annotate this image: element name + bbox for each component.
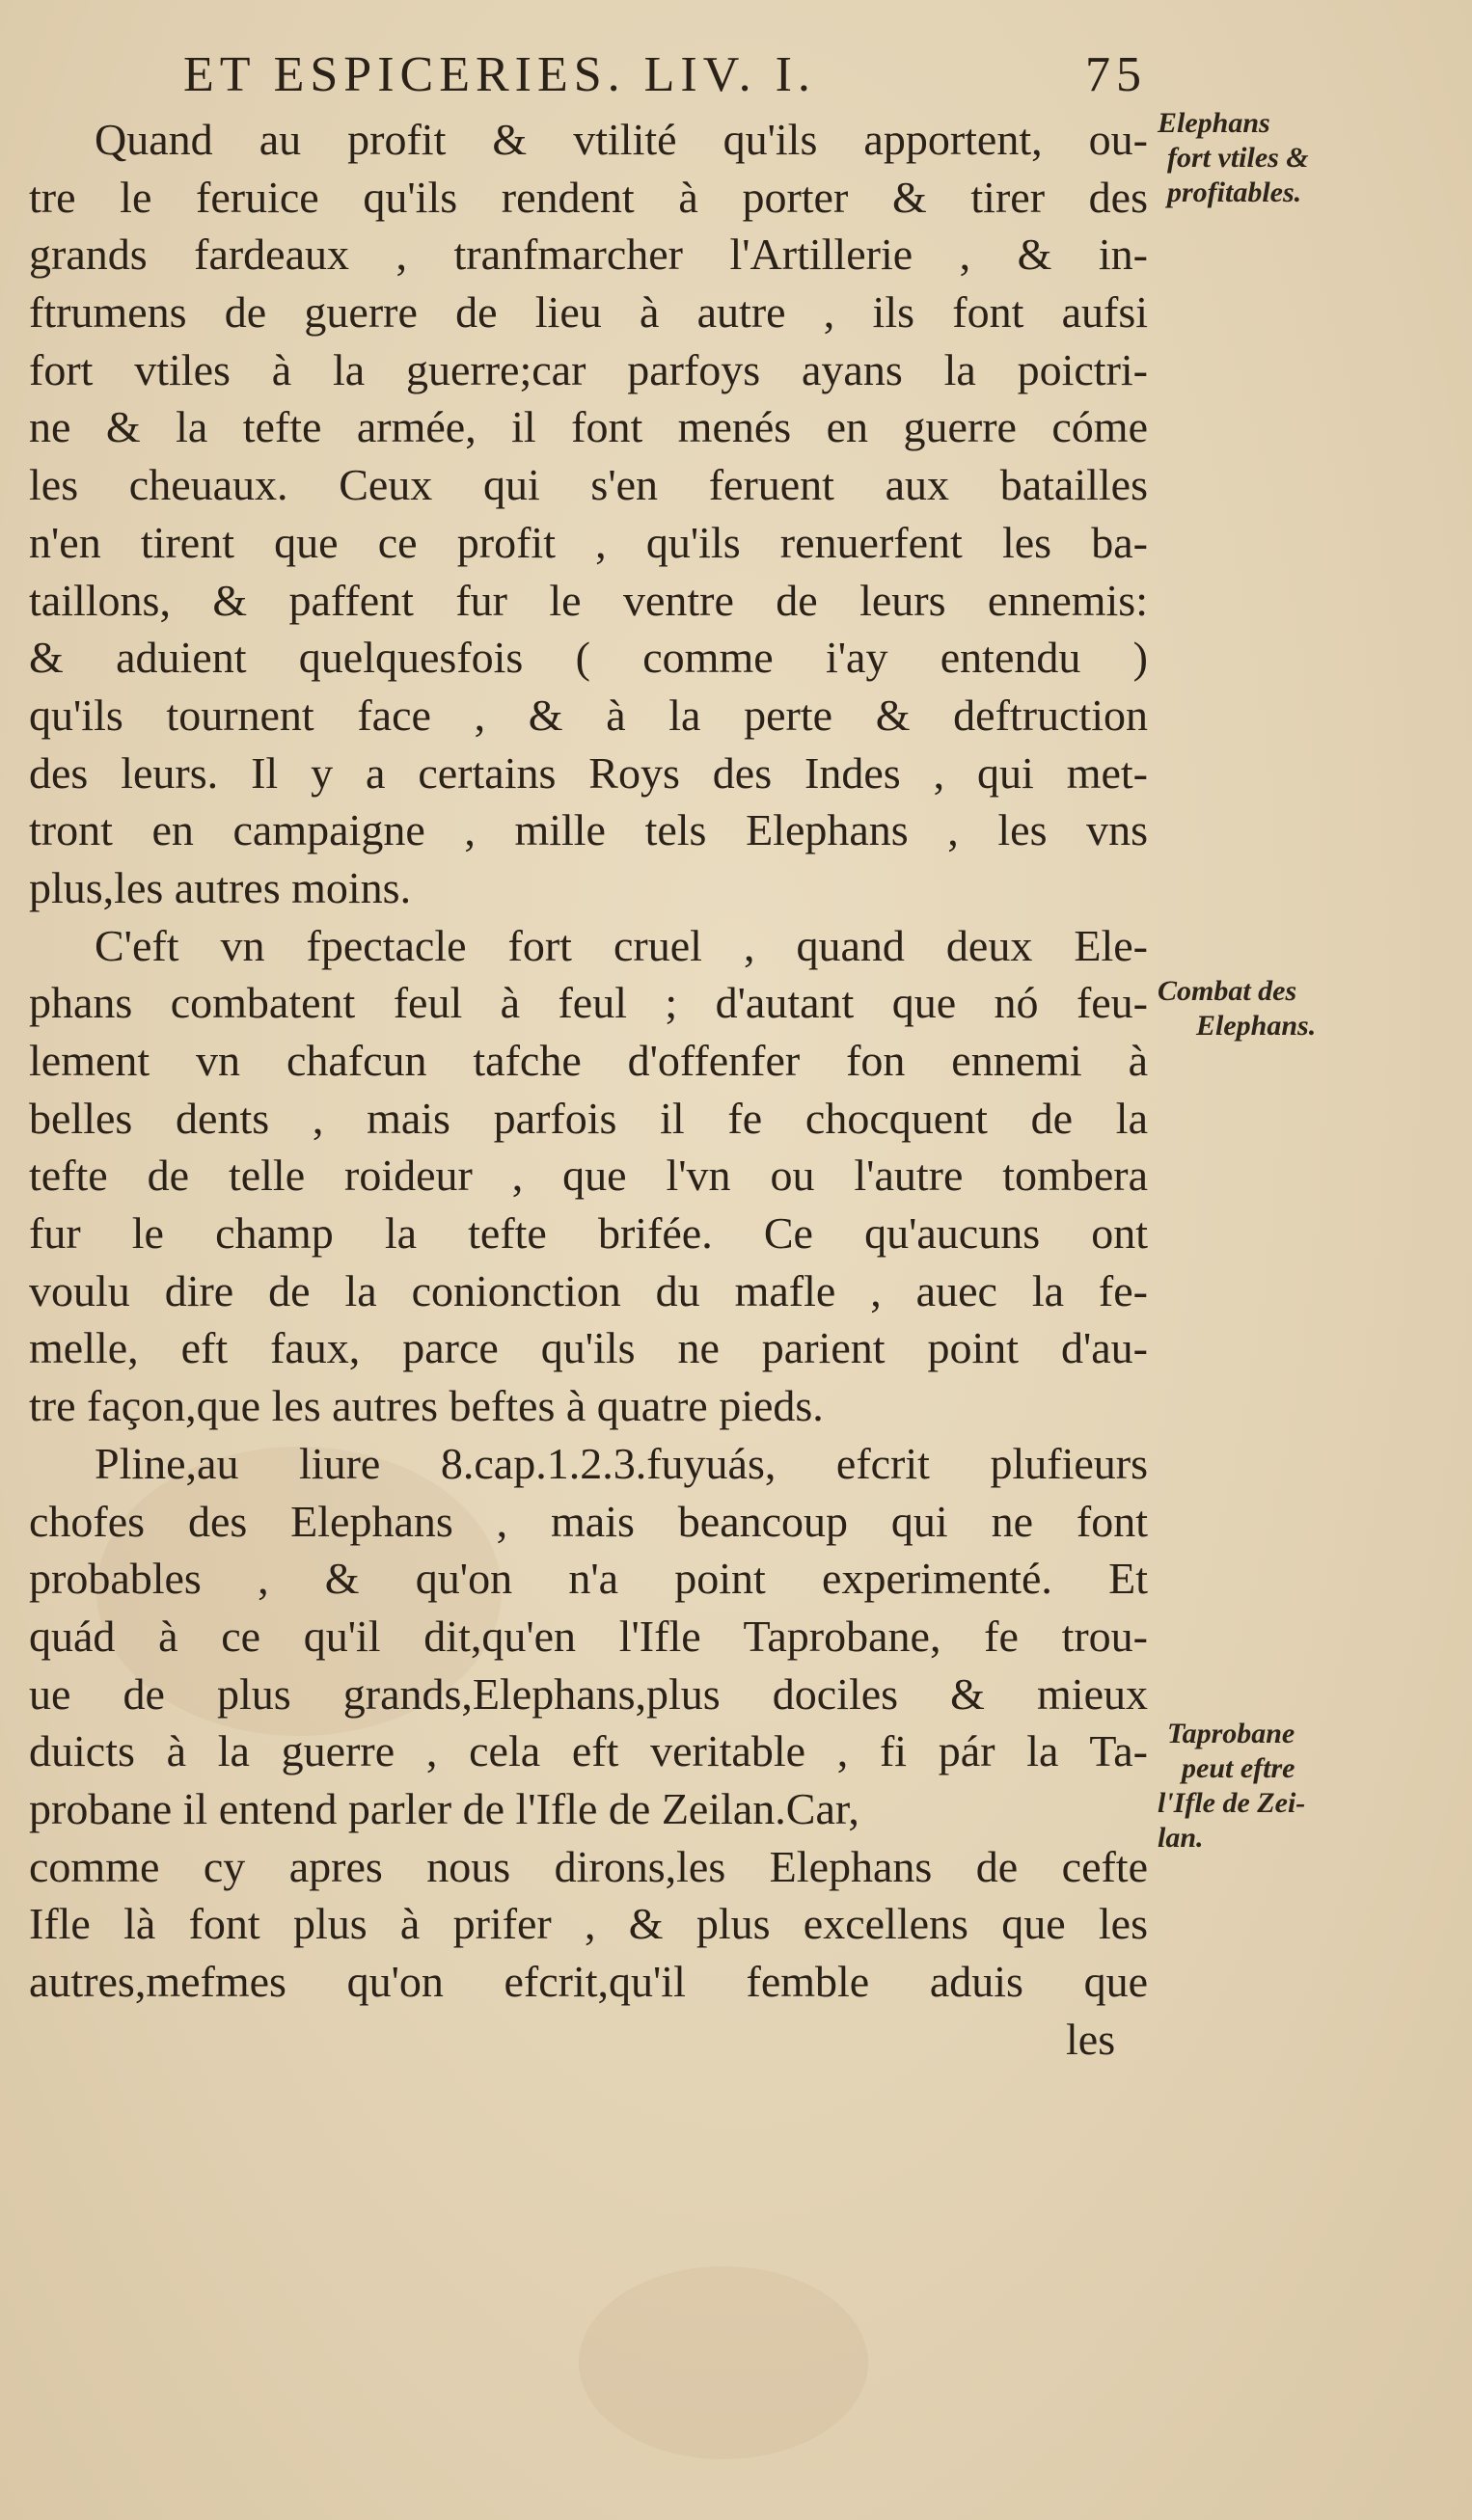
margin-note-combat: Combat des Elephans.: [1158, 975, 1317, 1042]
text-line: tre le feruice qu'ils rendent à porter & tirer des: [29, 172, 1148, 222]
text-line: Pline,au liure 8.cap.1.2.3.fuyuás, efcrit plufieurs: [95, 1438, 1148, 1488]
catchword: les: [1066, 2014, 1116, 2064]
margin-note-taprobane: Taprobane peut eftre l'Ifle de Zei- lan.: [1158, 1718, 1306, 1854]
text-line: taillons, & paffent fur le ventre de leurs ennemis:: [29, 575, 1148, 625]
text-line: & aduient quelquesfois ( comme i'ay entendu ): [29, 633, 1148, 683]
text-line: ftrumens de guerre de lieu à autre , ils font aufsi: [29, 287, 1148, 338]
text-line: ne & la tefte armée, il font menés en guerre cóme: [29, 402, 1148, 452]
running-title: ET ESPICERIES. LIV. I.: [183, 47, 816, 102]
page-header: [183, 46, 1147, 114]
margin-note-elephants-useful: Elephans fort vtiles & profitables.: [1158, 107, 1309, 208]
text-line: belles dents , mais parfois il fe chocquent de la: [29, 1093, 1148, 1143]
text-line: probables , & qu'on n'a point experimenté. Et: [29, 1554, 1148, 1604]
text-line: duicts à la guerre , cela eft veritable , fi pár la Ta-: [29, 1726, 1148, 1776]
text-line: les cheuaux. Ceux qui s'en feruent aux batailles: [29, 460, 1148, 510]
text-line: plus,les autres moins.: [29, 862, 412, 912]
text-line: qu'ils tournent face , & à la perte & deftruction: [29, 690, 1148, 740]
body-text: [29, 111, 1148, 2068]
text-line: fur le champ la tefte brifée. Ce qu'aucuns ont: [29, 1208, 1148, 1259]
text-line: ue de plus grands,Elephans,plus dociles & mieux: [29, 1668, 1148, 1719]
text-line: voulu dire de la conionction du mafle , auec la fe-: [29, 1265, 1148, 1315]
text-line: tre façon,que les autres beftes à quatre pieds.: [29, 1381, 824, 1431]
text-line: Ifle là font plus à prifer , & plus excellens que les: [29, 1899, 1148, 1949]
text-line: fort vtiles à la guerre;car parfoys ayans la poictri-: [29, 344, 1148, 394]
text-line: phans combatent feul à feul ; d'autant que nó feu-: [29, 978, 1148, 1028]
text-line: chofes des Elephans , mais beancoup qui ne font: [29, 1496, 1148, 1546]
text-line: n'en tirent que ce profit , qu'ils renuerfent les ba-: [29, 517, 1148, 567]
text-line: tefte de telle roideur , que l'vn ou l'autre tombera: [29, 1151, 1148, 1201]
text-line: probane il entend parler de l'Ifle de Zeilan.Car,: [29, 1783, 859, 1833]
text-line: Quand au profit & vtilité qu'ils apportent, ou-: [95, 115, 1148, 164]
text-line: autres,mefmes qu'on efcrit,qu'il femble aduis que: [29, 1957, 1148, 2006]
text-line: comme cy apres nous dirons,les Elephans de cefte: [29, 1841, 1148, 1891]
text-line: tront en campaigne , mille tels Elephans , les vns: [29, 805, 1148, 855]
text-line: C'eft vn fpectacle fort cruel , quand deux Ele-: [95, 920, 1148, 970]
text-line: des leurs. Il y a certains Roys des Indes , qui met-: [29, 747, 1148, 798]
text-line: grands fardeaux , tranfmarcher l'Artillerie , & in-: [29, 230, 1148, 280]
page-number: 75: [1085, 47, 1147, 102]
text-line: melle, eft faux, parce qu'ils ne parient point d'au-: [29, 1323, 1148, 1373]
text-line: lement vn chafcun tafche d'offenfer fon ennemi à: [29, 1036, 1148, 1085]
text-line: quád à ce qu'il dit,qu'en l'Ifle Taprobane, fe trou-: [29, 1611, 1148, 1661]
